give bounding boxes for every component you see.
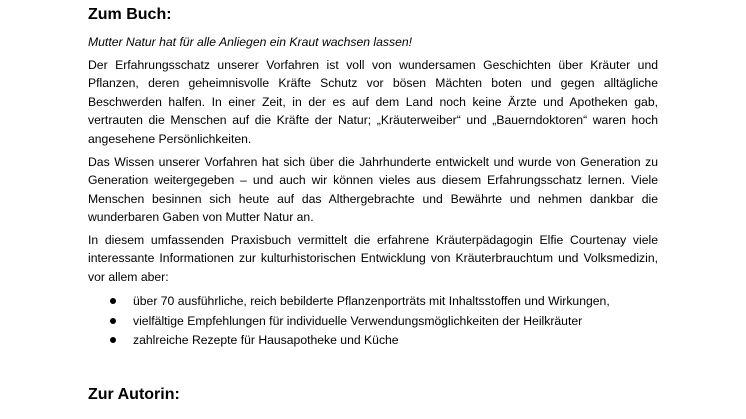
book-paragraph-1: Der Erfahrungsschatz unserer Vorfahren ist voll von wundersamen Geschichten über Kräuter und Pflanzen, deren geheimnisvolle Kräfte Schutz vor bösen Mächten boten und gegen alltägliche Beschwerden halfen. In einer Zeit, in der es auf dem Land noch keine Ärzte und Apotheken gab, vertrauten die Menschen auf die Kräfte der Natur; „Kräuterweiber“ und „Bauerndoktoren“ waren hoch angesehene Persönlichkeiten. [88,58,658,146]
list-item-text: vielfältige Empfehlungen für individuelle Verwendungsmöglichkeiten der Heilkräuter [133,313,583,328]
book-tagline: Mutter Natur hat für alle Anliegen ein Kraut wachsen lassen! [88,35,413,49]
bullet-icon [110,337,116,343]
book-paragraph-3: In diesem umfassenden Praxisbuch vermittelt die erfahrene Kräuterpädagogin Elfie Courtenay viele interessante Informationen zur kulturhistorischen Entwicklung von Kräuterbrauchtum und Volksmedizin, vor allem aber: [88,233,658,284]
list-item-text: über 70 ausführliche, reich bebilderte Pflanzenporträts mit Inhaltsstoffen und Wirkungen, [133,294,610,308]
list-item [88,292,658,312]
heading-zum-buch: Zum Buch: [88,6,172,23]
bullet-icon [110,298,116,304]
list-item-text: zahlreiche Rezepte für Hausapotheke und Küche [133,333,399,347]
heading-zur-autorin: Zur Autorin: [88,386,180,403]
list-item [88,331,658,351]
list-item [88,312,658,332]
book-paragraph-2: Das Wissen unserer Vorfahren hat sich über die Jahrhunderte entwickelt und wurde von Generation zu Generation weitergegeben – und auch wir können vieles aus diesem Erfahrungsschatz lernen. Viele Menschen besinnen sich heute auf das Althergebrachte und Bewährte und nehmen dankbar die wunderbaren Gaben von Mutter Natur an. [88,155,658,225]
bullet-icon [110,318,116,324]
feature-list [88,292,658,351]
